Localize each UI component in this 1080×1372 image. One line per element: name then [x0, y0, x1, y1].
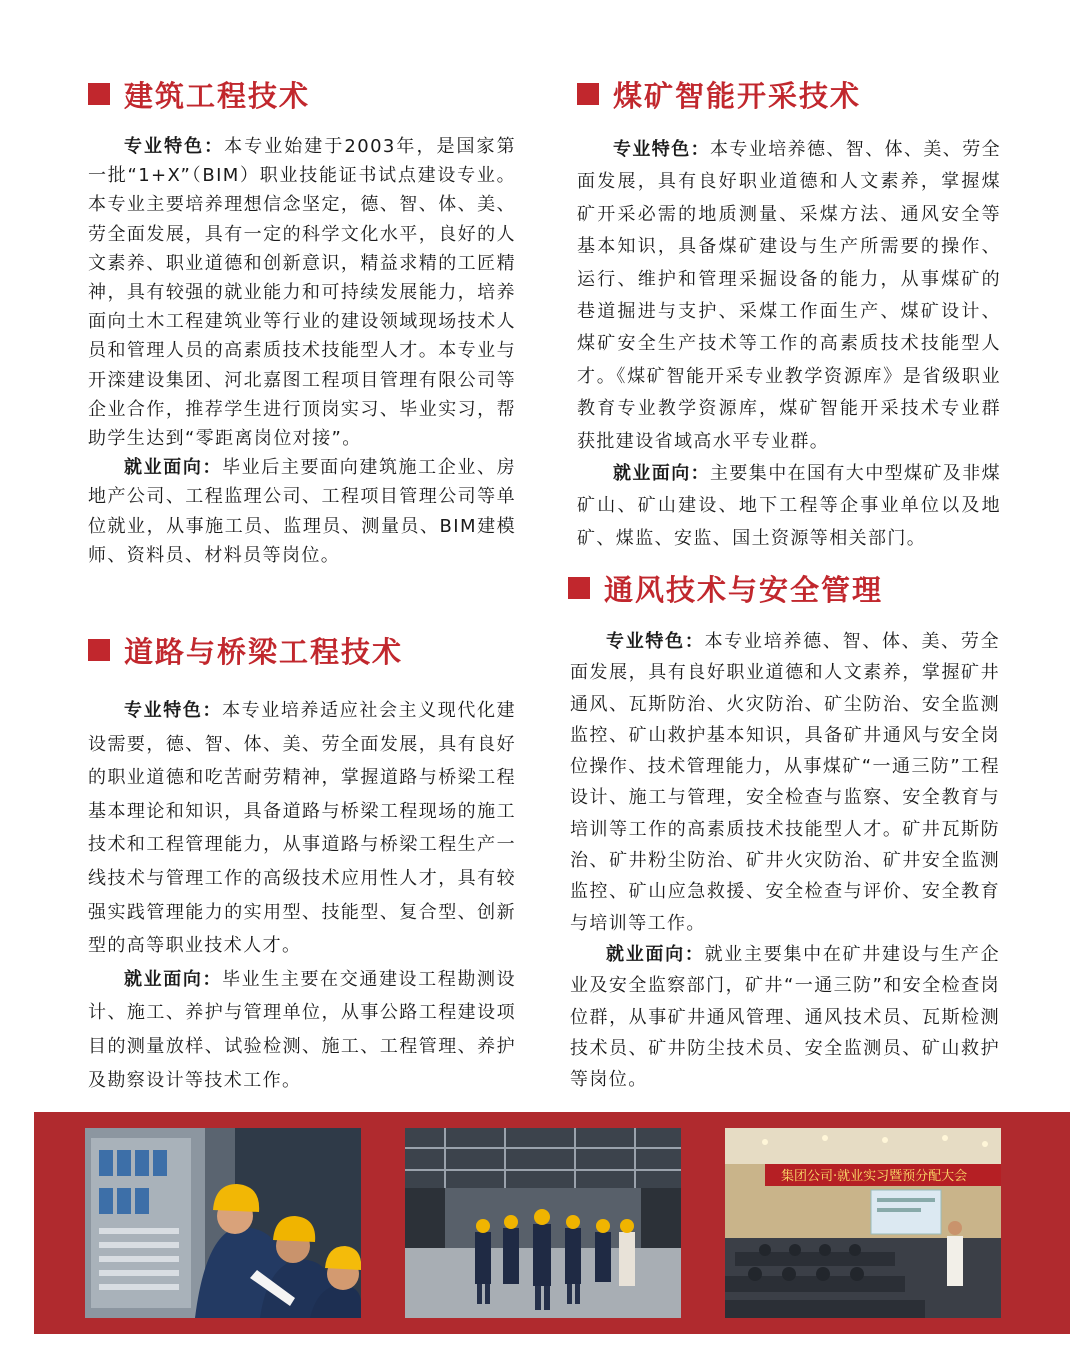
features-label: 专业特色： — [124, 136, 225, 157]
photo-meeting-hall-image — [725, 1128, 1001, 1318]
square-bullet-icon — [88, 639, 110, 661]
employment-paragraph — [88, 963, 516, 1097]
section-ventilation — [568, 568, 1000, 1095]
square-bullet-icon — [568, 577, 590, 599]
features-label: 专业特色： — [606, 631, 705, 652]
employment-label: 就业面向： — [124, 968, 223, 990]
photo-band — [34, 1112, 1070, 1334]
features-paragraph — [88, 694, 516, 963]
employment-label: 就业面向： — [613, 463, 710, 485]
features-paragraph — [577, 134, 1001, 458]
photo-workers-cabinet — [85, 1128, 361, 1318]
features-paragraph — [88, 132, 516, 453]
employment-text: 主要集中在国有大中型煤矿及非煤矿山、矿山建设、地下工程等企事业单位以及地矿、煤监、安监、国土资源等相关部门。 — [577, 463, 1001, 549]
employment-paragraph — [88, 453, 516, 570]
photo-workers-cabinet-image — [85, 1128, 361, 1318]
employment-paragraph — [570, 939, 1000, 1095]
section-heading — [88, 74, 516, 114]
section-construction — [88, 74, 516, 570]
employment-paragraph — [577, 458, 1001, 555]
section-title: 煤矿智能开采技术 — [613, 78, 862, 113]
section-road-bridge — [88, 630, 516, 1097]
section-heading — [568, 568, 1000, 608]
photo-factory-visit — [405, 1128, 681, 1318]
section-heading — [88, 630, 516, 670]
square-bullet-icon — [88, 83, 110, 105]
features-label: 专业特色： — [613, 139, 710, 160]
square-bullet-icon — [577, 83, 599, 105]
section-title: 道路与桥梁工程技术 — [124, 634, 404, 669]
features-text: 本专业始建于2003年，是国家第一批“1+X”（BIM）职业技能证书试点建设专业。本专业主要培养理想信念坚定，德、智、体、美、劳全面发展，具有一定的科学文化水平，良好的人文素养、职业道德和创新意识，精益求精的工匠精神，具有较强的就业能力和可持续发展能力，培养面向土木工程建筑业等行业的建设领域现场技术人员和管理人员的高素质技术技能型人才。本专业与开滦建设集团、河北嘉图工程项目管理有限公司等企业合作，推荐学生进行顶岗实习、毕业实习，帮助学生达到“零距离岗位对接”。 — [88, 136, 516, 450]
employment-text: 毕业生主要在交通建设工程勘测设计、施工、养护与管理单位，从事公路工程建设项目的测量放样、试验检测、施工、工程管理、养护及勘察设计等技术工作。 — [88, 968, 517, 1091]
employment-label: 就业面向： — [124, 457, 223, 479]
employment-text: 毕业后主要面向建筑施工企业、房地产公司、工程监理公司、工程项目管理公司等单位就业，从事施工员、监理员、测量员、BIM建模师、资料员、材料员等岗位。 — [88, 457, 517, 566]
employment-label: 就业面向： — [606, 943, 705, 965]
features-text: 本专业培养德、智、体、美、劳全面发展，具有良好职业道德和人文素养，掌握煤矿开采必需的地质测量、采煤方法、通风安全等基本知识，具备煤矿建设与生产所需要的操作、运行、维护和管理采掘设备的能力，从事煤矿的巷道掘进与支护、采煤工作面生产、煤矿设计、煤矿安全生产技术等工作的高素质技术技能型人才。《煤矿智能开采专业教学资源库》是省级职业教育专业教学资源库，煤矿智能开采技术专业群获批建设省域高水平专业群。 — [577, 139, 1001, 452]
features-text: 本专业培养适应社会主义现代化建设需要，德、智、体、美、劳全面发展，具有良好的职业道德和吃苦耐劳精神，掌握道路与桥梁工程基本理论和知识，具备道路与桥梁工程现场的施工技术和工程管理能力，从事道路与桥梁工程生产一线技术与管理工作的高级技术应用性人才，具有较强实践管理能力的实用型、技能型、复合型、创新型的高等职业技术人才。 — [88, 700, 517, 957]
employment-text: 就业主要集中在矿井建设与生产企业及安全监察部门，矿井“一通三防”和安全检查岗位群，从事矿井通风管理、通风技术员、瓦斯检测技术员、矿井防尘技术员、安全监测员、矿山救护等岗位。 — [570, 943, 1001, 1091]
photo-factory-visit-image — [405, 1128, 681, 1318]
meeting-banner-text: 集团公司·就业实习暨预分配大会 — [781, 1169, 968, 1184]
section-title: 建筑工程技术 — [124, 78, 311, 113]
section-coal-mining — [577, 74, 1001, 555]
features-paragraph — [570, 626, 1000, 939]
section-heading — [577, 74, 1001, 114]
features-label: 专业特色： — [124, 700, 223, 721]
photo-meeting-hall — [725, 1128, 1001, 1318]
section-title: 通风技术与安全管理 — [604, 572, 884, 607]
features-text: 本专业培养德、智、体、美、劳全面发展，具有良好职业道德和人文素养，掌握矿井通风、瓦斯防治、火灾防治、矿尘防治、安全监测监控、矿山救护基本知识，具备矿井通风与安全岗位操作、技术管理能力，从事煤矿“一通三防”工程设计、施工与管理，安全检查与监察、安全教育与培训等工作的高素质技术技能型人才。矿井瓦斯防治、矿井粉尘防治、矿井火灾防治、矿井安全监测监控、矿山应急救援、安全检查与评价、安全教育与培训等工作。 — [570, 631, 1001, 934]
